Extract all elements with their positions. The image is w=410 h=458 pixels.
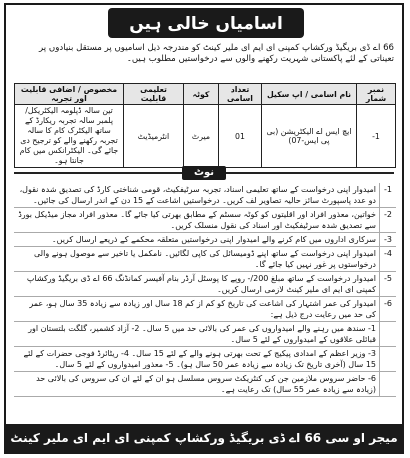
divider xyxy=(226,172,394,174)
note-number: 2- xyxy=(379,208,396,232)
cell-serial: 1- xyxy=(357,105,396,168)
list-item xyxy=(14,272,396,297)
header-count: تعداد اسامی xyxy=(219,84,262,105)
cell-post: ایچ ایس اے الیکٹریشن (بی پی ایس-07) xyxy=(262,105,357,168)
job-advertisement xyxy=(4,3,404,454)
header-experience: مخصوص / اضافی قابلیت اور تجربہ xyxy=(15,84,124,105)
header-post: نام اسامی / اپ سکیل xyxy=(262,84,357,105)
note-text: امیدوار کی عمر اشتہار کی اشاعت کی تاریخ کو کم از کم 18 سال اور زیادہ سے زیادہ 35 سال ہو، عمر کی حد میں رعایت درج ذیل ہے: xyxy=(29,299,376,319)
intro-paragraph: 66 اے ڈی بریگیڈ ورکشاپ کمپنی ای ایم ای ملیر کینٹ کو مندرجہ ذیل اسامیوں پر مستقل بنیادوں پر تعیناتی کے لئے پاکستانی شہریت رکھنے والوں سے درخواستیں مطلوب ہیں۔ xyxy=(39,43,394,64)
header-serial: نمبر شمار xyxy=(357,84,396,105)
header-quota: کوٹہ xyxy=(184,84,219,105)
cell-count: 01 xyxy=(219,105,262,168)
note-number: 4- xyxy=(379,247,396,271)
notes-heading xyxy=(14,166,394,180)
table-row xyxy=(15,105,396,168)
page-title: اسامیاں خالی ہیں xyxy=(108,8,304,38)
note-text: 3- وزیر اعظم کے امدادی پیکیج کے تحت بھرتی ہونے والے کے لئے 15 سال۔ 4- ریٹائرڈ فوجی حضرات کے لئے 15 سال (آخری تاریخ تک زیادہ سے زیادہ عمر 50 سال ہو)۔ 5- معذور امیدواروں کے لئے 5 سال۔ xyxy=(23,349,376,369)
note-number: 6- xyxy=(379,297,396,321)
note-number xyxy=(379,347,396,371)
cell-experience: تین سالہ ڈپلومہ الیکٹریکل/ پلمبر سالہ تجربہ ریکارڈ کے ساتھ الیکٹرک کام کا سالہ تجربہ رکھنے والے کو ترجیح دی جائے گی۔ الیکٹرانکس میں کام جانتا ہو۔ xyxy=(15,105,124,168)
note-text: امیدوار درخواست کے ساتھ مبلغ 200/- روپے کا پوسٹل آرڈر بنام آفیسر کمانڈنگ 66 اے ڈی بریگیڈ ورکشاپ کمپنی ای ایم ای ملیر کینٹ لازمی ارسال کریں۔ xyxy=(26,274,376,294)
table-header-row xyxy=(15,84,396,105)
note-text: 1- سندھ میں رہنے والے امیدواروں کی عمر کی بالائی حد میں 5 سال۔ 2- آزاد کشمیر، گلگت بلتستان اور قبائلی علاقوں کے امیدواروں کے لئے 5 سال۔ xyxy=(28,324,376,344)
list-item xyxy=(14,322,396,347)
note-number xyxy=(379,322,396,346)
list-item xyxy=(14,347,396,372)
divider xyxy=(14,172,182,174)
list-item xyxy=(14,297,396,322)
list-item xyxy=(14,183,396,208)
note-text: خواتین، معذور افراد اور اقلیتوں کو کوٹہ سسٹم کے مطابق بھرتی کیا جائے گا۔ معذور افراد مجاز میڈیکل بورڈ سے تصدیق شدہ سرٹیفکیٹ اور اسناد کی نقول منسلک کریں۔ xyxy=(18,210,376,230)
list-item xyxy=(14,372,396,397)
note-number xyxy=(379,372,396,396)
list-item xyxy=(14,208,396,233)
notes-list xyxy=(14,183,396,397)
header-education: تعلیمی قابلیت xyxy=(124,84,184,105)
notes-label: نوٹ xyxy=(182,166,226,180)
list-item xyxy=(14,247,396,272)
note-text: امیدوار اپنی درخواست کے ساتھ تعلیمی اسناد، تجربہ سرٹیفکیٹ، قومی شناختی کارڈ کی تصدیق شدہ نقول، دو عدد پاسپورٹ سائز حالیہ تصاویر لف کریں۔ درخواستیں اشاعت کے 15 دن کے اندر ارسال کی جائیں۔ xyxy=(19,185,376,205)
note-number: 5- xyxy=(379,272,396,296)
list-item xyxy=(14,233,396,247)
note-number: 1- xyxy=(379,183,396,207)
footer-signature: میجر او سی 66 اے ڈی بریگیڈ ورکشاپ کمپنی ای ایم ای ملیر کینٹ xyxy=(6,424,402,452)
cell-quota: میرٹ xyxy=(184,105,219,168)
note-number: 3- xyxy=(379,233,396,246)
cell-education: انٹرمیڈیٹ xyxy=(124,105,184,168)
positions-table xyxy=(14,83,396,168)
note-text: امیدوار اپنی درخواست کے ساتھ اپنے ڈومیسائل کی کاپی لگائیں۔ نامکمل یا تاخیر سے موصول ہونے والی درخواستوں پر غور نہیں کیا جائے گا۔ xyxy=(34,249,376,269)
note-text: سرکاری اداروں میں کام کرنے والے امیدوار اپنی درخواستیں متعلقہ محکمے کے ذریعے ارسال کریں۔ xyxy=(51,235,376,244)
note-text: 6- حاضر سروس ملازمین جن کی کنٹریکٹ سروس مسلسل ہو ان کے لئے ان کی سروس کی بالائی حد (زیادہ سے زیادہ عمر 55 سال) تک رعایت ہے۔ xyxy=(36,374,376,394)
